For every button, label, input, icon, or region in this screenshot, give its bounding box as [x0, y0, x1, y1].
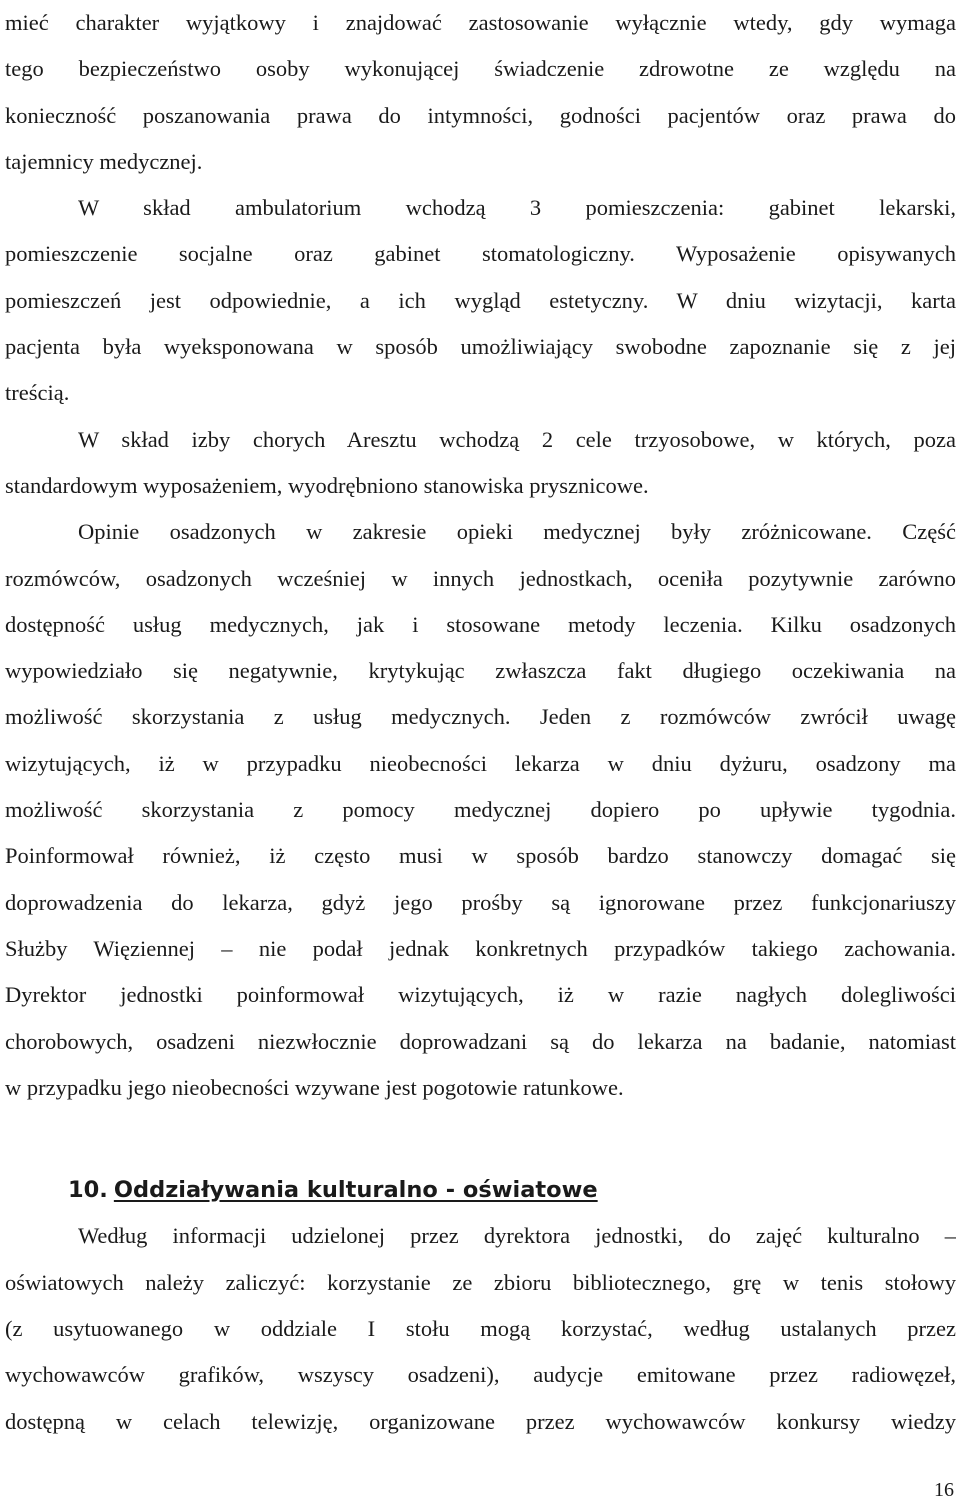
text-line: w przypadku jego nieobecności wzywane jest pogotowie ratunkowe. — [5, 1074, 624, 1100]
document-body — [5, 0, 956, 1445]
text-line: Służby Więziennej – nie podał jednak konkretnych przypadków takiego zachowania. — [5, 935, 956, 961]
text-line: tajemnicy medycznej. — [5, 148, 203, 174]
section-number: 10. — [68, 1177, 108, 1204]
text-line: doprowadzenia do lekarza, gdyż jego prośby są ignorowane przez funkcjonariuszy — [5, 889, 956, 915]
text-line: konieczność poszanowania prawa do intymności, godności pacjentów oraz prawa do — [5, 102, 956, 128]
paragraph-izba-chorych — [5, 417, 956, 510]
text-line: Opinie osadzonych w zakresie opieki medycznej były zróżnicowane. Część — [78, 519, 956, 545]
section-title: Oddziaływania kulturalno - oświatowe — [113, 1177, 598, 1204]
text-line: oświatowych należy zaliczyć: korzystanie ze zbioru bibliotecznego, grę w tenis stołowy — [5, 1269, 956, 1295]
text-line: dostępną w celach telewizję, organizowane przez wychowawców konkursy wiedzy — [5, 1408, 956, 1434]
text-line: pomieszczenie socjalne oraz gabinet stomatologiczny. Wyposażenie opisywanych — [5, 241, 956, 267]
text-line: (z usytuowanego w oddziale I stołu mogą korzystać, według ustalanych przez — [5, 1316, 956, 1342]
paragraph-opinie — [5, 509, 956, 1111]
text-line: tego bezpieczeństwo osoby wykonującej świadczenie zdrowotne ze względu na — [5, 56, 956, 82]
text-line: Według informacji udzielonej przez dyrektora jednostki, do zajęć kulturalno – — [78, 1223, 956, 1249]
text-line: wychowawców grafików, wszyscy osadzeni), audycje emitowane przez radiowęzeł, — [5, 1362, 956, 1388]
section-spacer — [5, 1111, 956, 1167]
text-line: mieć charakter wyjątkowy i znajdować zastosowanie wyłącznie wtedy, gdy wymaga — [5, 10, 956, 35]
text-line: możliwość skorzystania z pomocy medycznej dopiero po upływie tygodnia. — [5, 797, 956, 823]
text-line: chorobowych, osadzeni niezwłocznie doprowadzani są do lekarza na badanie, natomiast — [5, 1028, 956, 1054]
page-number: 16 — [934, 1479, 954, 1501]
text-line: treścią. — [5, 380, 70, 406]
text-line: wypowiedziało się negatywnie, krytykując zwłaszcza fakt długiego oczekiwania na — [5, 658, 956, 684]
paragraph-continuation — [5, 0, 956, 185]
text-line: pomieszczeń jest odpowiednie, a ich wygląd estetyczny. W dniu wizytacji, karta — [5, 287, 956, 313]
text-line: pacjenta była wyeksponowana w sposób umożliwiający swobodne zapoznanie się z jej — [5, 334, 956, 360]
text-line: Dyrektor jednostki poinformował wizytujących, iż w razie nagłych dolegliwości — [5, 982, 956, 1008]
text-line: W skład ambulatorium wchodzą 3 pomieszczenia: gabinet lekarski, — [78, 195, 956, 221]
text-line: standardowym wyposażeniem, wyodrębniono stanowiska prysznicowe. — [5, 472, 649, 498]
text-line: możliwość skorzystania z usług medycznych. Jeden z rozmówców zwrócił uwagę — [5, 704, 956, 730]
text-line: wizytujących, iż w przypadku nieobecności lekarza w dniu dyżuru, osadzony ma — [5, 750, 956, 776]
section-heading — [5, 1167, 956, 1213]
text-line: Poinformował również, iż często musi w sposób bardzo stanowczy domagać się — [5, 843, 956, 869]
text-line: dostępność usług medycznych, jak i stosowane metody leczenia. Kilku osadzonych — [5, 611, 956, 637]
text-line: rozmówców, osadzonych wcześniej w innych jednostkach, oceniła pozytywnie zarówno — [5, 565, 956, 591]
paragraph-ambulatorium — [5, 185, 956, 416]
paragraph-oddzialywania — [5, 1213, 956, 1444]
text-line: W skład izby chorych Aresztu wchodzą 2 cele trzyosobowe, w których, poza — [78, 426, 956, 452]
